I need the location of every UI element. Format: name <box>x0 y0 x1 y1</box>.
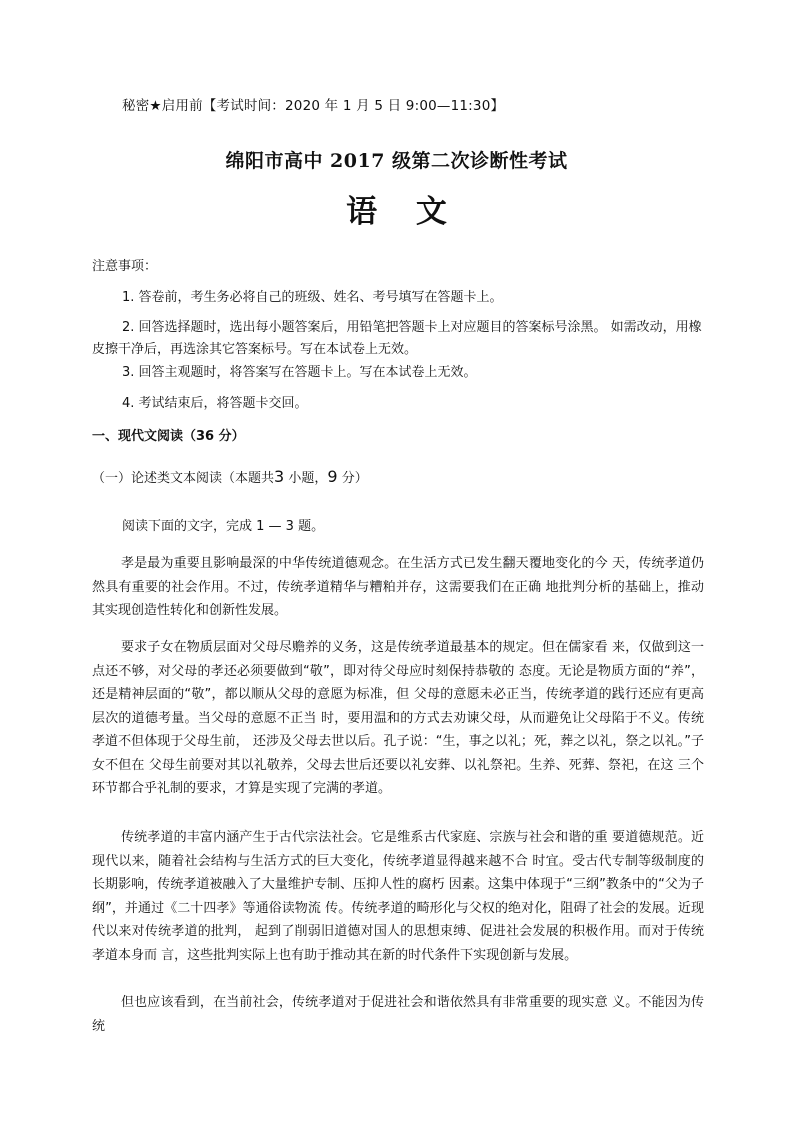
subsection-heading-prefix: （一）论述类文本阅读（本题共 <box>92 471 275 486</box>
exam-title: 绵阳市高中 2017 级第二次诊断性考试 <box>225 150 568 172</box>
notice-item: 1. 答卷前，考生务必将自己的班级、姓名、考号填写在答题卡上。 <box>122 290 503 305</box>
section-heading: 一、现代文阅读（36 分） <box>92 429 245 444</box>
notice-item: 2. 回答选择题时，选出每小题答案后，用铅笔把答题卡上对应题目的答案标号涂黑。 如需改动，用橡皮擦干净后，再选涂其它答案标号。写在本试卷上无效。 <box>92 320 702 357</box>
notice-item: 4. 考试结束后，将答题卡交回。 <box>122 396 308 411</box>
notice-item: 3. 回答主观题时，将答案写在答题卡上。写在本试卷上无效。 <box>122 365 477 380</box>
passage-paragraph: 传统孝道的丰富内涵产生于古代宗法社会。它是维系古代家庭、宗族与社会和谐的重 要道德规范。近现代以来，随着社会结构与生活方式的巨大变化，传统孝道显得越来越不合 时宜。受古代专制等级制度的长期影响，传统孝道被融入了大量维护专制、压抑人性的腐朽 因素。这集中体现于“三纲”教条中的“父为子纲”，并通过《二十四孝》等通俗读物流 传。传统孝道的畸形化与父权的绝对化，阻碍了社会的发展。近现代以来对传统孝道的批判， 起到了削弱旧道德对国人的思想束缚、促进社会发展的积极作用。而对于传统孝道本身而 言，这些批判实际上也有助于推动其在新的时代条件下实现创新与发展。 <box>92 830 704 963</box>
subject-title: 语 文 <box>346 194 461 230</box>
reading-instruction: 阅读下面的文字，完成 1 — 3 题。 <box>122 519 325 534</box>
passage-paragraph: 孝是最为重要且影响最深的中华传统道德观念。在生活方式已发生翻天覆地变化的今 天，传统孝道仍然具有重要的社会作用。不过，传统孝道精华与糟粕并存，这需要我们在正确 地批判分析的基础上，推动其实现创造性转化和创新性发展。 <box>92 556 704 618</box>
passage-paragraph: 但也应该看到，在当前社会，传统孝道对于促进社会和谐依然具有非常重要的现实意 义。不能因为传统 <box>92 995 704 1034</box>
score-value: 9 <box>327 467 338 486</box>
subsection-heading-suffix: 分） <box>341 471 368 486</box>
question-count: 3 <box>274 467 285 486</box>
notice-heading: 注意事项： <box>92 259 158 274</box>
confidential-exam-time-line: 秘密★启用前【考试时间：2020 年 1 月 5 日 9:00—11:30】 <box>122 98 505 114</box>
passage-paragraph: 要求子女在物质层面对父母尽赡养的义务，这是传统孝道最基本的规定。但在儒家看 来，仅做到这一点还不够，对父母的孝还必须要做到“敬”，即对待父母应时刻保持恭敬的 态度。无论是物质方面的“养”，还是精神层面的“敬”，都以顺从父母的意愿为标准，但 父母的意愿未必正当，传统孝道的践行还应有更高层次的道德考量。当父母的意愿不正当 时，要用温和的方式去劝谏父母，从而避免让父母陷于不义。传统孝道不但体现于父母生前， 还涉及父母去世以后。孔子说：“生，事之以礼；死，葬之以礼，祭之以礼。”子女不但在 父母生前要对其以礼敬养，父母去世后还要以礼安葬、以礼祭祀。生养、死葬、祭祀，在这 三个环节都合乎礼制的要求，才算是实现了完满的孝道。 <box>92 640 704 796</box>
subsection-heading <box>92 467 368 486</box>
subsection-heading-mid: 小题， <box>288 471 328 486</box>
